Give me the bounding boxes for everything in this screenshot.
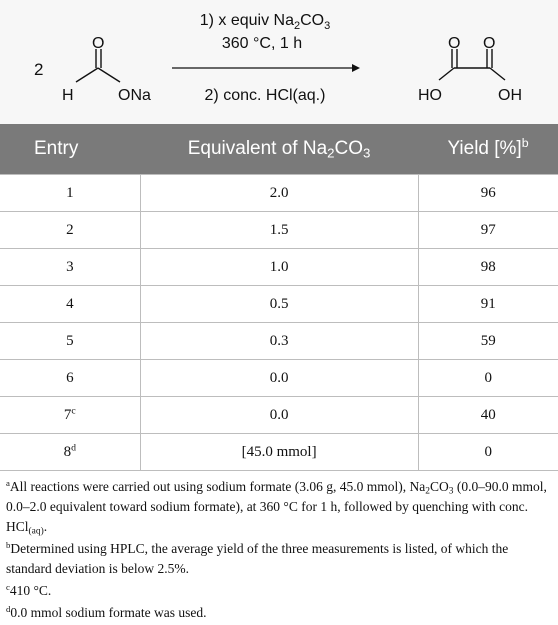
- header-yield: [418, 124, 558, 175]
- entry-cell: [0, 434, 140, 471]
- table-footnotes: [6, 477, 552, 625]
- yield-cell: 40: [418, 397, 558, 434]
- table-row: [0, 360, 558, 397]
- entry-number: 6: [66, 369, 74, 386]
- header-sub-2: 2: [327, 145, 335, 161]
- formate-h-bond: [76, 68, 98, 82]
- oxalic-ho-bond-right: [490, 68, 505, 80]
- equivalent-cell: 0.0: [140, 360, 418, 397]
- formate-oxygen: O: [92, 35, 105, 52]
- footnote-c: [6, 581, 552, 601]
- reaction-scheme-drawing: [0, 0, 558, 124]
- table-row: [0, 175, 558, 212]
- footnote-a-sub-3: (aq): [28, 526, 44, 537]
- footnote-d: [6, 603, 552, 623]
- footnote-a-text-4: .: [43, 519, 48, 534]
- footnote-a-text-1: All reactions were carried out using sodium formate (3.06 g, 45.0 mmol), Na: [9, 479, 426, 494]
- oxalic-ho-bond-left: [439, 68, 454, 80]
- table-row: [0, 249, 558, 286]
- footnote-a-text-3: (0.0–90.0 mmol, 0.0–2.0 equivalent toward sodium formate), at 360 °C for 1 h, followed by quenching with conc. HCl: [6, 479, 547, 534]
- equivalent-cell: [45.0 mmol]: [140, 434, 418, 471]
- header-sub-3: 3: [363, 145, 371, 161]
- oxalic-hydroxyl-left: HO: [418, 87, 442, 104]
- equivalent-cell: 1.5: [140, 212, 418, 249]
- equivalent-cell: 1.0: [140, 249, 418, 286]
- yield-cell: 96: [418, 175, 558, 212]
- entry-cell: [0, 175, 140, 212]
- footnote-c-text: 410 °C.: [9, 583, 52, 598]
- yield-cell: 91: [418, 286, 558, 323]
- table-row: [0, 397, 558, 434]
- yield-cell: 98: [418, 249, 558, 286]
- condition-temperature: 360 °C, 1 h: [221, 35, 303, 52]
- yield-cell: 59: [418, 323, 558, 360]
- footnote-d-mark: d: [6, 604, 11, 615]
- footnote-b-mark: b: [6, 540, 11, 551]
- footnote-b: [6, 539, 552, 579]
- entry-cell: [0, 360, 140, 397]
- reaction-arrow-head: [352, 64, 360, 72]
- entry-number: 8: [63, 443, 72, 460]
- entry-number: 1: [66, 184, 74, 201]
- formate-o-bond: [98, 68, 120, 82]
- equivalent-cell: 0.0: [140, 397, 418, 434]
- entry-number: 5: [66, 332, 74, 349]
- yield-cell: 0: [418, 360, 558, 397]
- table-row: [0, 212, 558, 249]
- results-table: [0, 124, 558, 471]
- entry-cell: [0, 212, 140, 249]
- formate-hydrogen: H: [62, 87, 74, 104]
- condition-quench: 2) conc. HCl(aq.): [204, 87, 326, 104]
- entry-footnote-mark: c: [71, 405, 76, 417]
- table-header: [0, 124, 558, 175]
- footnote-a-sub-1: 2: [425, 486, 431, 497]
- header-equivalent-text: Equivalent of Na: [187, 138, 328, 159]
- entry-number: 4: [66, 295, 74, 312]
- entry-cell: [0, 323, 140, 360]
- header-yield-footnote-mark: b: [521, 136, 529, 151]
- header-entry: Entry: [0, 124, 140, 175]
- header-yield-text: Yield [%]: [447, 138, 522, 159]
- condition-reagent: 1) x equiv $Na_2CO_3$: [199, 12, 331, 32]
- table-row: [0, 434, 558, 471]
- oxalic-oxygen-right: O: [483, 35, 496, 52]
- reaction-scheme: [0, 0, 558, 124]
- equivalent-cell: 2.0: [140, 175, 418, 212]
- entry-cell: [0, 397, 140, 434]
- table-body: [0, 175, 558, 471]
- footnote-a: [6, 477, 552, 537]
- yield-cell: 0: [418, 434, 558, 471]
- equivalent-cell: 0.5: [140, 286, 418, 323]
- yield-cell: 97: [418, 212, 558, 249]
- entry-cell: [0, 286, 140, 323]
- footnote-a-sub-2: 3: [448, 486, 454, 497]
- table-row: [0, 323, 558, 360]
- header-co: CO: [334, 138, 364, 159]
- oxalic-hydroxyl-right: OH: [498, 87, 522, 104]
- header-equivalent: [140, 124, 418, 175]
- footnote-d-text: 0.0 mmol sodium formate was used.: [10, 605, 207, 620]
- table-row: [0, 286, 558, 323]
- entry-number: 7: [63, 406, 72, 423]
- footnote-a-text-2: CO: [430, 479, 449, 494]
- header-row: [0, 124, 558, 175]
- footnote-c-mark: c: [6, 582, 10, 593]
- equivalent-cell: 0.3: [140, 323, 418, 360]
- footnote-b-text: Determined using HPLC, the average yield of the three measurements is listed, of which the standard deviation is below 2.5%.: [6, 541, 509, 576]
- entry-footnote-mark: d: [71, 442, 76, 454]
- formate-salt: ONa: [118, 87, 151, 104]
- entry-cell: [0, 249, 140, 286]
- footnote-a-mark: a: [6, 478, 10, 489]
- reactant-coefficient: 2: [34, 60, 44, 79]
- oxalic-oxygen-left: O: [448, 35, 461, 52]
- entry-number: 2: [66, 221, 74, 238]
- entry-number: 3: [66, 258, 74, 275]
